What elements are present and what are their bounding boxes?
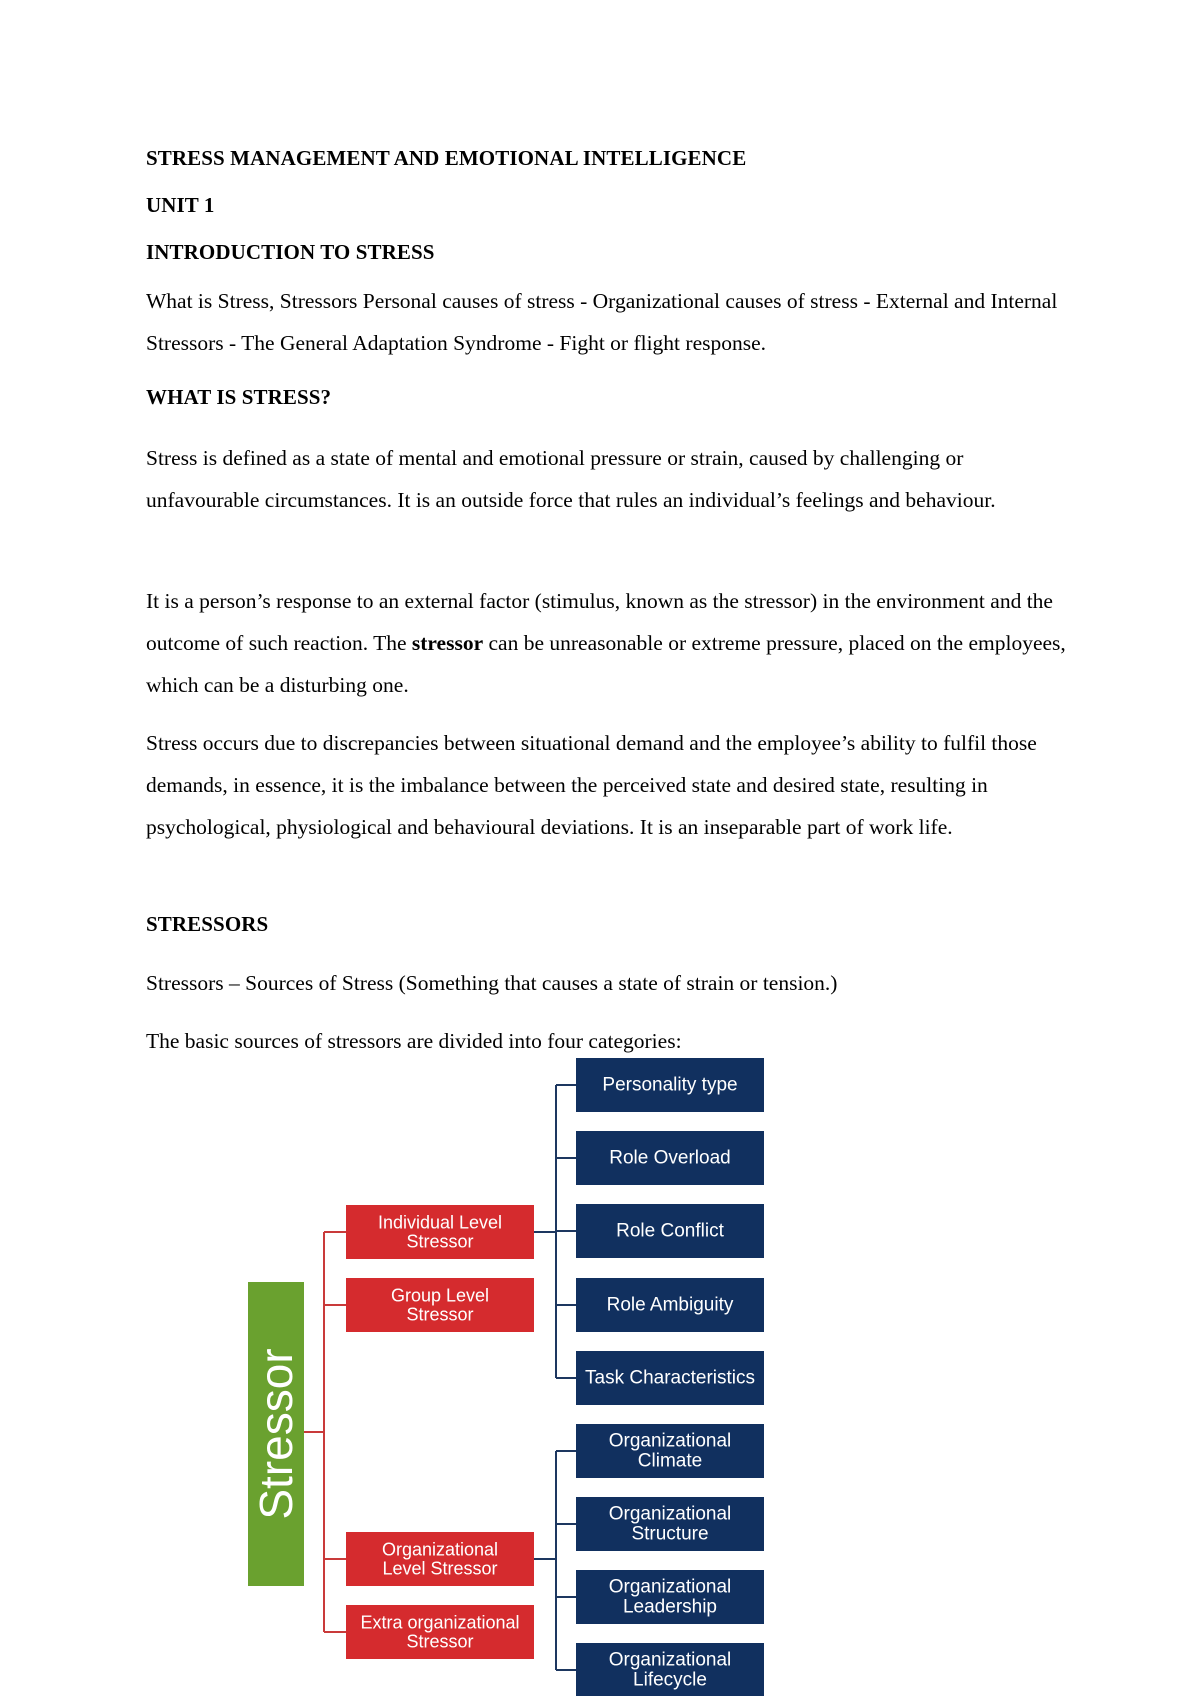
individual-item-label: Role Overload (609, 1147, 731, 1169)
organizational-connectors (534, 1451, 576, 1670)
categories-intro: The basic sources of stressors are divided into four categories: (146, 1029, 682, 1053)
syllabus-paragraph: What is Stress, Stressors Personal causes of stress - Organizational causes of stress - External and Internal Stressors - The General Adaptation Syndrome - Fight or flight response. (146, 289, 1058, 355)
organizational-item-2 (576, 1497, 764, 1551)
organizational-item-label: Climate (637, 1450, 703, 1472)
individual-item-nodes (576, 1058, 764, 1405)
level-node-label: Extra organizational (360, 1612, 520, 1633)
organizational-item-1 (576, 1424, 764, 1478)
individual-item-label: Personality type (602, 1074, 738, 1096)
level-node-4 (346, 1605, 534, 1659)
stress-response-paragraph (146, 580, 1076, 706)
individual-item-1 (576, 1058, 764, 1112)
root-connectors (304, 1232, 346, 1632)
stress-discrepancy-paragraph: Stress occurs due to discrepancies between situational demand and the employee’s ability to fulfil those demands, in essence, it is the imbalance between the perceived state and desired state, resulting in psychological, physiological and behavioural deviations. It is an inseparable part of work life. (146, 731, 1037, 839)
individual-item-label: Role Conflict (616, 1220, 724, 1242)
organizational-item-label: Organizational (608, 1576, 732, 1598)
level-node-label: Organizational (381, 1539, 499, 1560)
level-node-3 (346, 1532, 534, 1586)
level-node-label: Stressor (406, 1631, 474, 1652)
organizational-item-4 (576, 1643, 764, 1696)
level-node-label: Stressor (406, 1304, 474, 1325)
organizational-item-label: Organizational (608, 1430, 732, 1452)
level-node-label: Group Level (390, 1285, 490, 1306)
individual-item-4 (576, 1278, 764, 1332)
organizational-item-nodes (576, 1424, 764, 1696)
individual-connectors (534, 1085, 576, 1378)
level-node-1 (346, 1205, 534, 1259)
individual-item-label: Task Characteristics (585, 1367, 755, 1389)
stressor-diagram (0, 1040, 1200, 1696)
unit-title: INTRODUCTION TO STRESS (146, 240, 435, 264)
stressors-heading: STRESSORS (146, 912, 269, 936)
organizational-item-label: Lifecycle (633, 1669, 707, 1691)
para2-text-start: It is a person’s response to an external factor (stimulus, known as the stressor) in the environment and the outcome of such reaction. The (146, 589, 1053, 655)
root-node (248, 1282, 304, 1586)
level-node-label: Individual Level (377, 1212, 503, 1233)
organizational-item-label: Organizational (608, 1649, 732, 1671)
root-label: Stressor (250, 1348, 302, 1520)
level-nodes (346, 1205, 534, 1659)
individual-item-3 (576, 1204, 764, 1258)
document-title: STRESS MANAGEMENT AND EMOTIONAL INTELLIGENCE (146, 146, 747, 170)
level-node-label: Level Stressor (382, 1558, 498, 1579)
individual-item-label: Role Ambiguity (606, 1294, 734, 1316)
what-is-stress-heading: WHAT IS STRESS? (146, 385, 332, 409)
level-node-label: Stressor (406, 1231, 474, 1252)
stressor-term: stressor (411, 631, 484, 655)
individual-item-5 (576, 1351, 764, 1405)
organizational-item-label: Structure (631, 1523, 709, 1545)
para2-text-end: can be unreasonable or extreme pressure, placed on the employees, which can be a disturbing one. (146, 631, 1066, 697)
organizational-item-3 (576, 1570, 764, 1624)
stressors-definition: Stressors – Sources of Stress (Something that causes a state of strain or tension.) (146, 971, 838, 995)
organizational-item-label: Leadership (622, 1596, 718, 1618)
individual-item-2 (576, 1131, 764, 1185)
organizational-item-label: Organizational (608, 1503, 732, 1525)
stress-definition-paragraph: Stress is defined as a state of mental and emotional pressure or strain, caused by challenging or unfavourable circumstances. It is an outside force that rules an individual’s feelings and behaviour. (146, 446, 996, 512)
unit-label: UNIT 1 (146, 193, 215, 217)
level-node-2 (346, 1278, 534, 1332)
